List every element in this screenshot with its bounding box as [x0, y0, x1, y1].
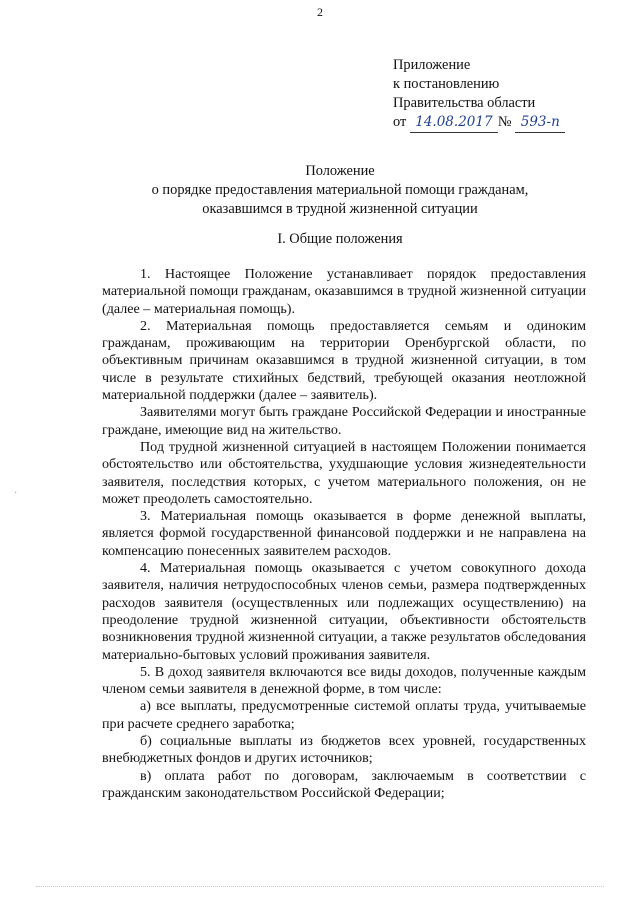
paragraph-5b: б) социальные выплаты из бюджетов всех уровней, государственных внебюджетных фондов и других источников;	[102, 733, 586, 767]
document-title	[0, 162, 640, 219]
title-line-1: Положение	[305, 163, 375, 179]
section-heading: I. Общие положения	[277, 231, 403, 247]
paragraph-4: 4. Материальная помощь оказывается с учетом совокупного дохода заявителя, наличия нетрудоспособных членов семьи, размера подтвержденных расходов заявителя (осуществленных или подлежащих осуществлению) на преодоление трудной жизненной ситуации, объективности обстоятельств возникновения трудной жизненной ситуации, а также результатов обследования материально-бытовых условий проживания заявителя.	[102, 560, 586, 663]
appendix-line-4	[393, 113, 565, 133]
from-label: от	[393, 114, 407, 130]
appendix-line-1: Приложение	[393, 57, 471, 73]
handwritten-number: 593-п	[515, 113, 565, 133]
paragraph-2: 2. Материальная помощь предоставляется семьям и одиноким гражданам, проживающим на территории Оренбургской области, по объективным причинам оказавшимся в трудной жизненной ситуации, в том числе в результате стихийных бедствий, требующей оказания неотложной материальной поддержки (далее – заявитель).	[102, 317, 586, 404]
title-line-3: оказавшимся в трудной жизненной ситуации	[202, 201, 478, 217]
paragraph-applicants: Заявителями могут быть граждане Российской Федерации и иностранные граждане, имеющие вид на жительство.	[102, 404, 586, 438]
paragraph-5v: в) оплата работ по договорам, заключаемым в соответствии с гражданским законодательством Российской Федерации;	[102, 767, 586, 801]
paragraph-5: 5. В доход заявителя включаются все виды доходов, полученные каждым членом семьи заявителя в денежной форме, в том числе:	[102, 663, 586, 698]
paragraph-1: 1. Настоящее Положение устанавливает порядок предоставления материальной помощи гражданам, оказавшимся в трудной жизненной ситуации (далее – материальная помощь).	[102, 266, 586, 317]
appendix-block	[393, 56, 565, 133]
paragraph-difficult-situation: Под трудной жизненной ситуацией в настоящем Положении понимается обстоятельство или обстоятельства, ухудшающие условия жизнедеятельности заявителя, последствия которых, с учетом материального положения, он не может преодолеть самостоятельно.	[102, 438, 586, 507]
paragraph-5a: а) все выплаты, предусмотренные системой оплаты труда, учитываемые при расчете среднего заработка;	[102, 698, 586, 732]
appendix-line-2: к постановлению	[393, 76, 500, 92]
title-line-2: о порядке предоставления материальной помощи гражданам,	[151, 182, 529, 198]
page-number: 2	[317, 5, 323, 19]
appendix-line-3: Правительства области	[393, 95, 536, 111]
handwritten-date: 14.08.2017	[410, 113, 498, 133]
scan-footer-line	[36, 886, 604, 889]
scan-margin-mark: ·	[14, 488, 18, 499]
document-body	[102, 266, 586, 802]
paragraph-3: 3. Материальная помощь оказывается в форме денежной выплаты, является формой государственной финансовой поддержки и не направлена на компенсацию понесенных заявителем расходов.	[102, 508, 586, 559]
number-sign: №	[497, 114, 512, 130]
